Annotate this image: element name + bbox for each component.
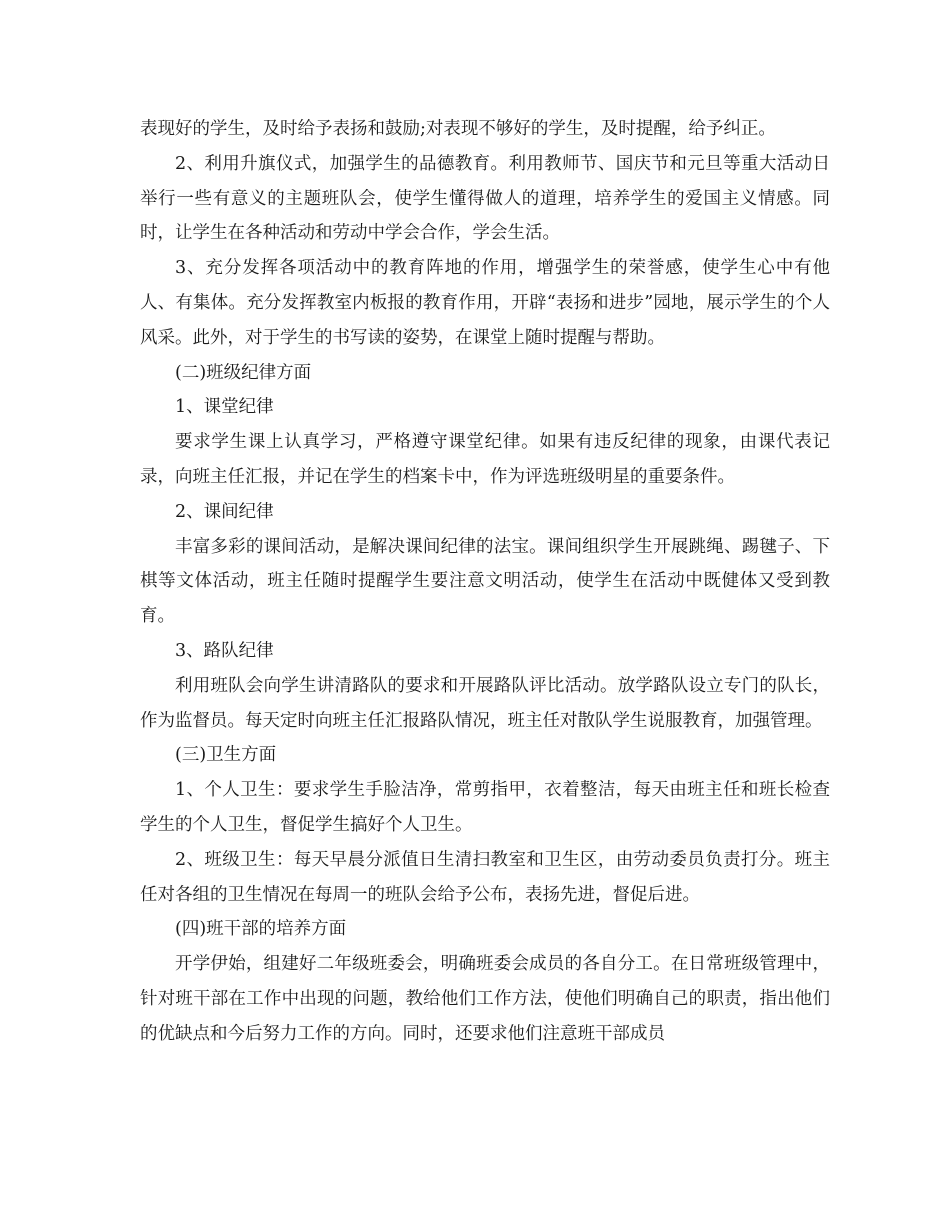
paragraph-break-discipline: 丰富多彩的课间活动，是解决课间纪律的法宝。课间组织学生开展跳绳、踢毽子、下棋等文体活动，班主任随时提醒学生要注意文明活动，使学生在活动中既健体又受到教育。 [140,536,830,627]
paragraph-road-team-discipline: 利用班队会向学生讲清路队的要求和开展路队评比活动。放学路队设立专门的队长，作为监督员。每天定时向班主任汇报路队情况，班主任对散队学生说服教育，加强管理。 [140,675,830,731]
section-heading-class-discipline: (二)班级纪律方面 [175,362,312,383]
paragraph-activity-positions: 3、充分发挥各项活动中的教育阵地的作用，增强学生的荣誉感，使学生心中有他人、有集体。充分发挥教室内板报的教育作用，开辟“表扬和进步”园地，展示学生的个人风采。此外，对于学生的书写读的姿势，在课堂上随时提醒与帮助。 [140,258,830,348]
subheading-break-discipline: 2、课间纪律 [175,501,274,522]
subheading-classroom-discipline: 1、课堂纪律 [175,397,274,418]
paragraph-class-hygiene: 2、班级卫生：每天早晨分派值日生清扫教室和卫生区，由劳动委员负责打分。班主任对各组的卫生情况在每周一的班队会给予公布，表扬先进，督促后进。 [140,849,830,905]
document-body [140,112,830,1052]
subheading-road-team-discipline: 3、路队纪律 [175,640,274,661]
paragraph-personal-hygiene: 1、个人卫生：要求学生手脸洁净，常剪指甲，衣着整洁，每天由班主任和班长检查学生的个人卫生，督促学生搞好个人卫生。 [140,780,830,835]
section-heading-hygiene: (三)卫生方面 [175,745,277,766]
section-heading-class-cadres: (四)班干部的培养方面 [175,919,347,940]
paragraph-flag-ceremony: 2、利用升旗仪式，加强学生的品德教育。利用教师节、国庆节和元旦等重大活动日举行一些有意义的主题班队会，使学生懂得做人的道理，培养学生的爱国主义情感。同时，让学生在各种活动和劳动中学会合作，学会生活。 [140,153,830,244]
paragraph-class-cadres: 开学伊始，组建好二年级班委会，明确班委会成员的各自分工。在日常班级管理中，针对班干部在工作中出现的问题，教给他们工作方法，使他们明确自己的职责，指出他们的优缺点和今后努力工作的方向。同时，还要求他们注意班干部成员 [140,954,830,1044]
paragraph-classroom-discipline: 要求学生课上认真学习，严格遵守课堂纪律。如果有违反纪律的现象，由课代表记录，向班主任汇报，并记在学生的档案卡中，作为评选班级明星的重要条件。 [140,432,830,487]
paragraph-praise-continuation: 表现好的学生，及时给予表扬和鼓励;对表现不够好的学生，及时提醒，给予纠正。 [140,119,776,139]
